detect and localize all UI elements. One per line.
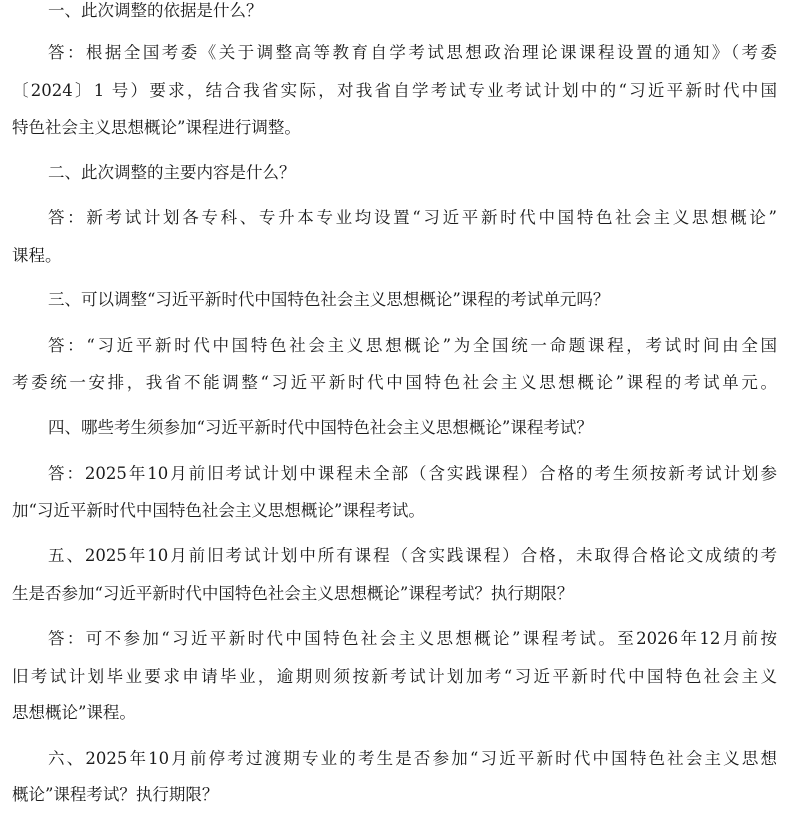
answer-5-line-2: 旧考试计划毕业要求申请毕业，逾期则须按新考试计划加考“习近平新时代中国特色社会主义 <box>12 667 777 686</box>
answer-4-line-1: 答：2025年10月前旧考试计划中课程未全部（含实践课程）合格的考生须按新考试计划参 <box>48 464 777 483</box>
question-3-line-1: 三、可以调整“习近平新时代中国特色社会主义思想概论”课程的考试单元吗？ <box>48 290 610 309</box>
answer-1-line-3: 特色社会主义思想概论”课程进行调整。 <box>12 118 301 137</box>
question-5-line-2: 生是否参加“习近平新时代中国特色社会主义思想概论”课程考试？执行期限？ <box>12 584 574 603</box>
answer-1-line-1: 答：根据全国考委《关于调整高等教育自学考试思想政治理论课课程设置的通知》（考委 <box>48 43 777 62</box>
question-6-line-2: 概论”课程考试？执行期限？ <box>12 785 219 804</box>
question-5-line-1: 五、2025年10月前旧考试计划中所有课程（含实践课程）合格，未取得合格论文成绩的考 <box>48 546 777 565</box>
answer-3-line-2: 考委统一安排，我省不能调整“习近平新时代中国特色社会主义思想概论”课程的考试单元。 <box>12 373 777 392</box>
answer-2-line-2: 课程。 <box>12 246 62 265</box>
answer-3-line-1: 答：“习近平新时代中国特色社会主义思想概论”为全国统一命题课程，考试时间由全国 <box>48 336 777 355</box>
answer-2-line-1: 答：新考试计划各专科、专升本专业均设置“习近平新时代中国特色社会主义思想概论” <box>48 208 777 227</box>
question-2-line-1: 二、此次调整的主要内容是什么？ <box>48 163 296 182</box>
answer-4-line-2: 加“习近平新时代中国特色社会主义思想概论”课程考试。 <box>12 501 425 520</box>
question-6-line-1: 六、2025年10月前停考过渡期专业的考生是否参加“习近平新时代中国特色社会主义思想 <box>48 749 777 768</box>
answer-5-line-3: 思想概论”课程。 <box>12 703 136 722</box>
answer-1-line-2: 〔2024〕1 号）要求，结合我省实际，对我省自学考试专业考试计划中的“习近平新时代中国 <box>12 81 777 100</box>
question-1-line-1: 一、此次调整的依据是什么？ <box>48 1 263 20</box>
answer-5-line-1: 答：可不参加“习近平新时代中国特色社会主义思想概论”课程考试。至2026年12月前按 <box>48 629 777 648</box>
question-4-line-1: 四、哪些考生须参加“习近平新时代中国特色社会主义思想概论”课程考试？ <box>48 418 593 437</box>
